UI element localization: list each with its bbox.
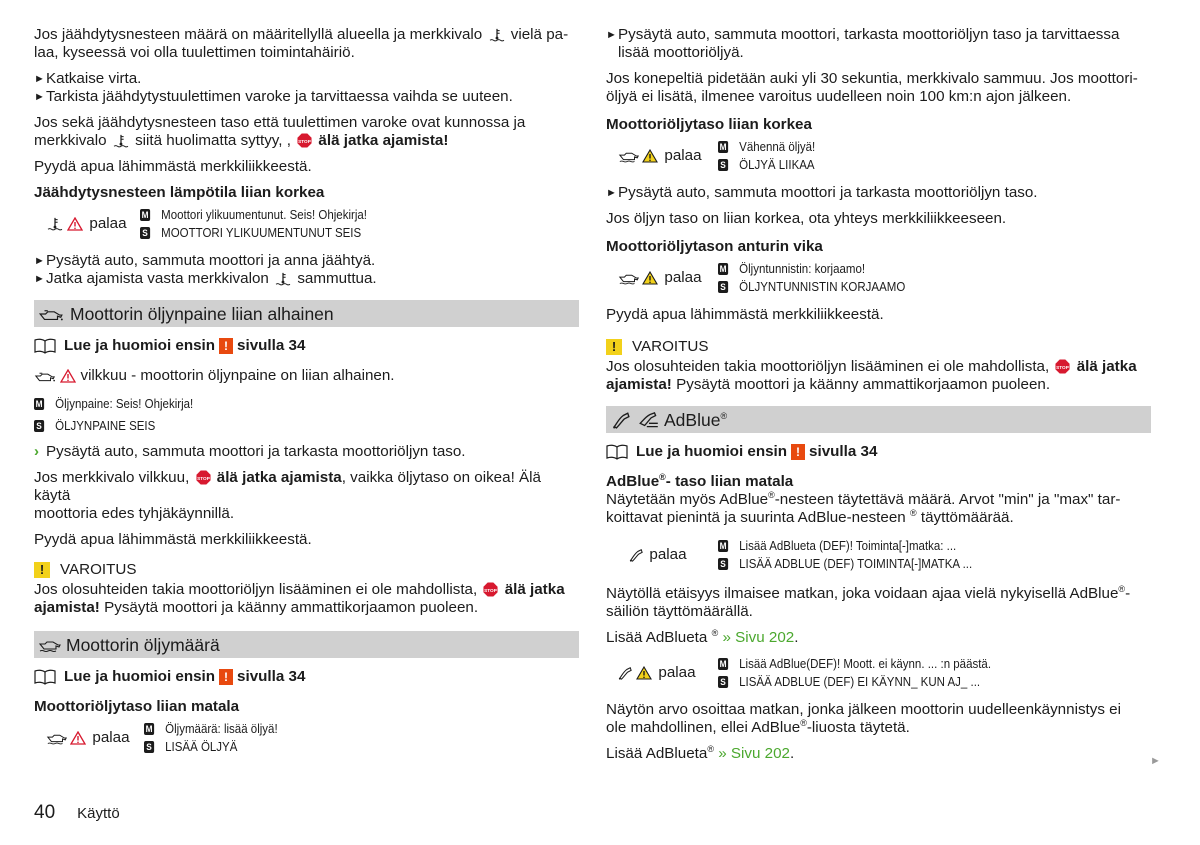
oil-pressure-icon xyxy=(38,305,64,323)
chevron-right-icon: › xyxy=(34,443,39,460)
stop-icon xyxy=(1055,359,1070,374)
book-icon xyxy=(34,669,56,685)
right-column xyxy=(606,26,1151,763)
book-icon xyxy=(606,444,628,460)
right-paragraph-adblue-distance: Näytöllä etäisyys ilmaisee matkan, joka voidaan ajaa vielä nykyisellä AdBlue®- säiliön täyttömäärällä. xyxy=(606,583,1131,620)
section-header-adblue: AdBlue® xyxy=(606,406,1151,433)
stop-icon xyxy=(196,470,211,485)
right-paragraph-adblue-restart: Näytön arvo osoittaa matkan, jonka jälkeen moottorin uudelleenkäynnistys ei ole mahdollinen, ellei AdBlue®-liuosta täytetä. xyxy=(606,701,1121,736)
section-header-oil-pressure: Moottorin öljynpaine liian alhainen xyxy=(34,300,579,327)
display-message-mfd: M Öljymäärä: lisää öljyä! xyxy=(145,722,278,736)
coolant-warning-icon xyxy=(273,272,293,286)
page-link[interactable]: sivulla 34 xyxy=(809,443,878,460)
indicator-oil-level-low: palaa M Öljymäärä: lisää öljyä! S LISÄÄ ÖLJYÄ xyxy=(34,720,579,756)
warning-text: Jos olosuhteiden takia moottoriöljyn lisääminen ei ole mahdollista, älä jatka ajamista! Pysäytä moottori ja käänny ammattikorjaamon puoleen. xyxy=(34,581,565,616)
warning-heading: ! VAROITUS xyxy=(606,338,1151,356)
indicator-adblue-start: palaa M Lisää AdBlue(DEF)! Moott. ei käynn. ... :n päästä. S LISÄÄ ADBLUE (DEF) EI KÄYNN_ KUN AJ_ ... xyxy=(606,655,1151,691)
heading-coolant-temperature: Jäähdytysnesteen lämpötila liian korkea xyxy=(34,184,325,201)
mfd-mode-icon: M xyxy=(719,659,727,669)
page-number: 40 xyxy=(34,802,56,823)
display-message-mfd: M Öljyntunnistin: korjaamo! xyxy=(719,262,866,276)
display-message-segment: S ÖLJYNTUNNISTIN KORJAAMO xyxy=(718,278,905,296)
left-paragraph-fuse: Jos sekä jäähdytysnesteen taso että tuulettimen varoke ovat kunnossa ja merkkivalo siitä huolimatta syttyy, , älä jatka ajamista! xyxy=(34,114,526,149)
segment-mode-icon: S xyxy=(718,676,728,688)
attention-icon: ! xyxy=(219,338,233,354)
segment-mode-icon: S xyxy=(718,159,728,171)
display-message-segment: S MOOTTORI YLIKUUMENTUNUT SEIS xyxy=(140,224,367,242)
heading-oil-level-low: Moottoriöljytaso liian matala xyxy=(34,698,240,715)
list-item: ► Jatka ajamista vasta merkkivalon sammuttua. xyxy=(34,270,377,287)
oil-level-icon xyxy=(618,271,640,285)
coolant-warning-icon xyxy=(487,28,507,42)
indicator-oil-level-high: palaa M Vähennä öljyä! S ÖLJYÄ LIIKAA xyxy=(606,138,1151,174)
left-paragraph-help: Pyydä apua lähimmästä merkkiliikkeestä. xyxy=(34,531,312,548)
warning-triangle-yellow-icon xyxy=(642,149,658,163)
bullet-arrow-icon: ► xyxy=(34,91,45,103)
page-link[interactable]: » Sivu 202 xyxy=(718,745,790,762)
list-item: ► Pysäytä auto, sammuta moottori ja tarkasta moottoriöljyn taso. xyxy=(606,184,1038,201)
read-first-reference: Lue ja huomioi ensin ! sivulla 34 xyxy=(34,337,579,355)
oil-level-icon xyxy=(38,636,62,654)
page-footer xyxy=(34,804,120,823)
adblue-level-icon xyxy=(638,411,660,429)
segment-mode-icon: S xyxy=(718,558,728,570)
heading-oil-sensor: Moottoriöljytason anturin vika xyxy=(606,238,823,255)
bullet-arrow-icon: ► xyxy=(34,255,45,267)
display-message-mfd: M Lisää AdBlueta (DEF)! Toiminta[-]matka: ... xyxy=(719,539,957,553)
left-paragraph-flashing: Jos merkkivalo vilkkuu, älä jatka ajamista, vaikka öljytaso on oikea! Älä käytä moottoria edes tyhjäkäynnillä. xyxy=(34,469,541,522)
stop-icon xyxy=(483,582,498,597)
indicator-oil-sensor: palaa M Öljyntunnistin: korjaamo! S ÖLJYNTUNNISTIN KORJAAMO xyxy=(606,260,1151,296)
section-header-oil-level: Moottorin öljymäärä xyxy=(34,631,579,658)
chapter-title: Käyttö xyxy=(77,805,120,822)
warning-triangle-icon xyxy=(60,369,76,383)
read-first-reference: Lue ja huomioi ensin ! sivulla 34 xyxy=(34,668,579,686)
mfd-mode-icon: M xyxy=(35,399,43,409)
segment-mode-icon: S xyxy=(718,281,728,293)
indicator-adblue-range: palaa M Lisää AdBlueta (DEF)! Toiminta[-]matka: ... S LISÄÄ ADBLUE (DEF) TOIMINTA[-]MATKA ... xyxy=(606,537,1151,573)
right-paragraph-adblue-values: Näytetään myös AdBlue®-nesteen täytettävä määrä. Arvot "min" ja "max" tar- koittavat pienintä ja suurinta AdBlue-nesteen ® täyttömäärää. xyxy=(606,489,1121,526)
display-message-mfd: M Moottori ylikuumentunut. Seis! Ohjekirja! xyxy=(141,208,367,222)
mfd-mode-icon: M xyxy=(719,142,727,152)
mfd-mode-icon: M xyxy=(719,541,727,551)
right-paragraph-adblue-link: Lisää AdBlueta ® » Sivu 202. xyxy=(606,627,799,646)
attention-icon: ! xyxy=(219,669,233,685)
page-link[interactable]: sivulla 34 xyxy=(237,668,306,685)
coolant-warning-icon xyxy=(45,217,65,231)
stop-icon xyxy=(297,133,312,148)
book-icon xyxy=(34,338,56,354)
oil-level-icon xyxy=(618,149,640,163)
page-link[interactable]: » Sivu 202 xyxy=(722,629,795,646)
segment-mode-icon: S xyxy=(144,741,154,753)
left-paragraph-oil-pressure: vilkkuu - moottorin öljynpaine on liian alhainen. xyxy=(34,367,579,385)
oil-pressure-icon xyxy=(34,369,56,383)
oil-level-icon xyxy=(46,731,68,745)
warning-triangle-yellow-icon xyxy=(636,666,652,680)
right-paragraph-hood: Jos konepeltiä pidetään auki yli 30 sekuntia, merkkivalo sammuu. Jos moottori- öljyä ei lisätä, ilmenee varoitus uudelleen noin 100 km:n ajon jälkeen. xyxy=(606,70,1138,105)
list-item: › Pysäytä auto, sammuta moottori ja tarkasta moottoriöljyn taso. xyxy=(34,443,466,460)
page-link[interactable]: sivulla 34 xyxy=(237,337,306,354)
warning-triangle-icon xyxy=(70,731,86,745)
left-column xyxy=(34,26,579,766)
adblue-nozzle-icon xyxy=(627,548,645,562)
list-item: ► Pysäytä auto, sammuta moottori, tarkasta moottoriöljyn taso ja tarvittaessa lisää moottoriöljyä. xyxy=(606,26,1120,61)
display-message-mfd: M Lisää AdBlue(DEF)! Moott. ei käynn. ... :n päästä. xyxy=(719,657,992,671)
warning-text: Jos olosuhteiden takia moottoriöljyn lisääminen ei ole mahdollista, älä jatka ajamista! Pysäytä moottori ja käänny ammattikorjaamon puoleen. xyxy=(606,358,1137,393)
adblue-nozzle-icon xyxy=(610,411,632,429)
left-paragraph-coolant-level: Jos jäähdytysnesteen määrä on määritellyllä alueella ja merkkivalo vielä pa- laa, kyseessä voi olla tuulettimen toimintahäiriö. xyxy=(34,26,569,61)
warning-icon: ! xyxy=(34,562,50,578)
heading-adblue-low: AdBlue®- taso liian matala xyxy=(606,471,794,490)
adblue-nozzle-icon xyxy=(616,666,634,680)
display-message-segment: S ÖLJYÄ LIIKAA xyxy=(718,156,815,174)
warning-icon: ! xyxy=(606,339,622,355)
warning-heading: ! VAROITUS xyxy=(34,561,579,579)
attention-icon: ! xyxy=(791,444,805,460)
heading-oil-level-high: Moottoriöljytaso liian korkea xyxy=(606,116,812,133)
bullet-arrow-icon: ► xyxy=(34,73,45,85)
display-message-mfd: M Öljynpaine: Seis! Ohjekirja! xyxy=(35,397,194,411)
indicator-coolant-temp: palaa M Moottori ylikuumentunut. Seis! Ohjekirja! S MOOTTORI YLIKUUMENTUNUT SEIS xyxy=(34,206,579,242)
list-item: ► Tarkista jäähdytystuulettimen varoke ja tarvittaessa vaihda se uuteen. xyxy=(34,88,513,105)
mfd-mode-icon: M xyxy=(141,210,149,220)
next-page-arrow-icon[interactable]: ► xyxy=(1150,755,1161,767)
segment-mode-icon: S xyxy=(34,420,44,432)
left-paragraph-help: Pyydä apua lähimmästä merkkiliikkeestä. xyxy=(34,158,312,175)
mfd-mode-icon: M xyxy=(719,264,727,274)
display-message-segment: S LISÄÄ ÖLJYÄ xyxy=(144,738,278,756)
display-message-segment: S LISÄÄ ADBLUE (DEF) EI KÄYNN_ KUN AJ_ ... xyxy=(718,673,991,691)
bullet-arrow-icon: ► xyxy=(606,187,617,199)
display-message-segment: S LISÄÄ ADBLUE (DEF) TOIMINTA[-]MATKA ... xyxy=(718,555,972,573)
display-message-segment: S ÖLJYNPAINE SEIS xyxy=(34,415,535,437)
right-paragraph-adblue-link: Lisää AdBlueta® » Sivu 202. xyxy=(606,743,795,762)
segment-mode-icon: S xyxy=(140,227,150,239)
display-message-mfd: M Vähennä öljyä! xyxy=(719,140,816,154)
mfd-mode-icon: M xyxy=(145,724,153,734)
warning-triangle-icon xyxy=(67,217,83,231)
bullet-arrow-icon: ► xyxy=(34,273,45,285)
warning-triangle-yellow-icon xyxy=(642,271,658,285)
right-paragraph-help: Pyydä apua lähimmästä merkkiliikkeestä. xyxy=(606,306,884,323)
right-paragraph-dealer: Jos öljyn taso on liian korkea, ota yhteys merkkiliikkeeseen. xyxy=(606,210,1007,227)
read-first-reference: Lue ja huomioi ensin ! sivulla 34 xyxy=(606,443,1151,461)
bullet-arrow-icon: ► xyxy=(606,29,617,41)
list-item: ► Pysäytä auto, sammuta moottori ja anna jäähtyä. xyxy=(34,252,376,269)
coolant-warning-icon xyxy=(111,134,131,148)
list-item: ► Katkaise virta. xyxy=(34,70,142,87)
